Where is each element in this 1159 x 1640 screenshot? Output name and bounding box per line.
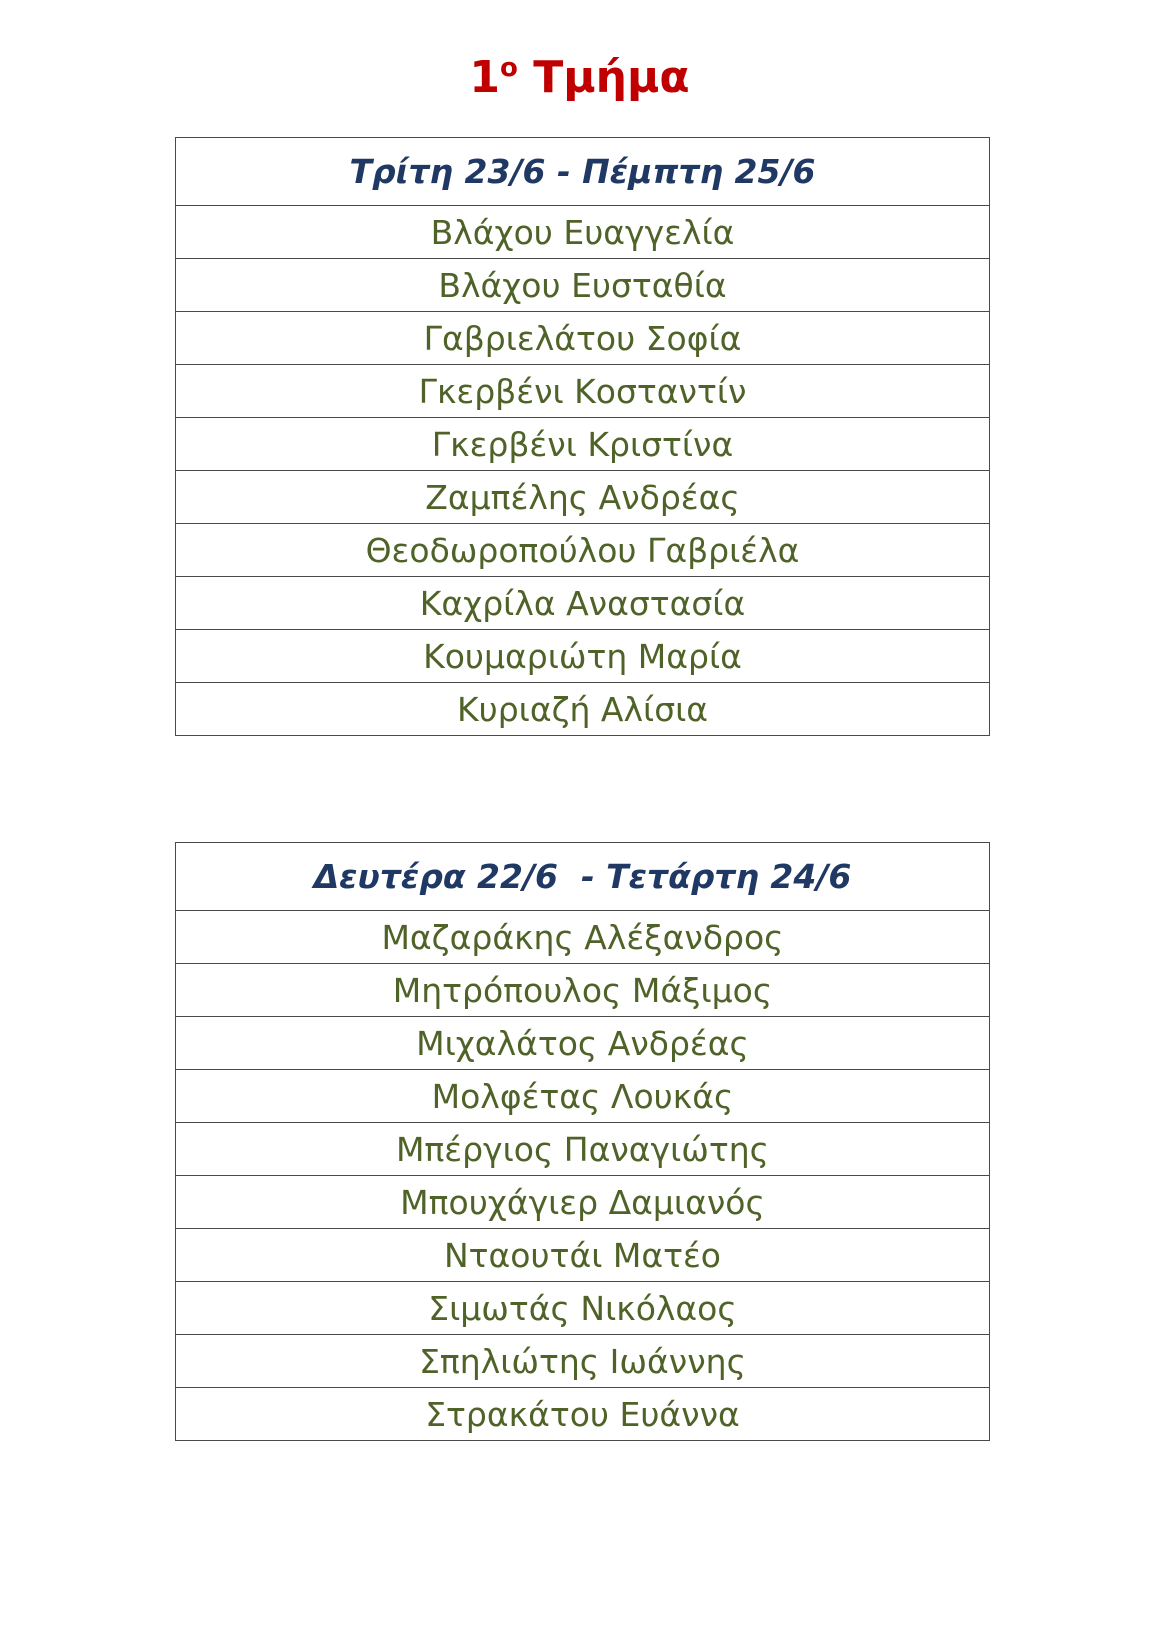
student-name: Μπέργιος Παναγιώτης <box>176 1123 990 1176</box>
student-row <box>176 1123 990 1176</box>
student-name: Στρακάτου Ευάννα <box>176 1388 990 1441</box>
student-name: Κουμαριώτη Μαρία <box>176 630 990 683</box>
student-name: Θεοδωροπούλου Γαβριέλα <box>176 524 990 577</box>
student-row <box>176 206 990 259</box>
student-name: Νταουτάι Ματέο <box>176 1229 990 1282</box>
student-row <box>176 1176 990 1229</box>
title-number: 1 <box>469 52 501 103</box>
student-row <box>176 471 990 524</box>
student-name: Μιχαλάτος Ανδρέας <box>176 1017 990 1070</box>
student-name: Γκερβένι Κοσταντίν <box>176 365 990 418</box>
student-name: Μαζαράκης Αλέξανδρος <box>176 911 990 964</box>
schedule-table-2 <box>175 842 990 1441</box>
student-row <box>176 259 990 312</box>
student-name: Βλάχου Ευαγγελία <box>176 206 990 259</box>
schedule-header-row <box>176 138 990 206</box>
student-row <box>176 964 990 1017</box>
student-name: Σπηλιώτης Ιωάννης <box>176 1335 990 1388</box>
student-name: Γαβριελάτου Σοφία <box>176 312 990 365</box>
schedule-header-row <box>176 843 990 911</box>
student-name: Μπουχάγιερ Δαμιανός <box>176 1176 990 1229</box>
student-name: Σιμωτάς Νικόλαος <box>176 1282 990 1335</box>
title-ordinal-superscript: ο <box>500 53 518 83</box>
student-row <box>176 1282 990 1335</box>
student-name: Ζαμπέλης Ανδρέας <box>176 471 990 524</box>
student-row <box>176 1388 990 1441</box>
schedule-table-1 <box>175 137 990 736</box>
student-name: Καχρίλα Αναστασία <box>176 577 990 630</box>
schedule-header: Τρίτη 23/6 - Πέμπτη 25/6 <box>176 138 990 206</box>
page-title <box>0 48 1159 108</box>
student-row <box>176 312 990 365</box>
student-row <box>176 911 990 964</box>
student-name: Κυριαζή Αλίσια <box>176 683 990 736</box>
student-name: Βλάχου Ευσταθία <box>176 259 990 312</box>
title-text: Τμήμα <box>533 52 690 103</box>
student-row <box>176 1017 990 1070</box>
student-row <box>176 1229 990 1282</box>
student-name: Γκερβένι Κριστίνα <box>176 418 990 471</box>
student-row <box>176 1070 990 1123</box>
student-row <box>176 630 990 683</box>
schedule-header: Δευτέρα 22/6 - Τετάρτη 24/6 <box>176 843 990 911</box>
student-name: Μολφέτας Λουκάς <box>176 1070 990 1123</box>
student-row <box>176 1335 990 1388</box>
student-row <box>176 365 990 418</box>
student-name: Μητρόπουλος Μάξιμος <box>176 964 990 1017</box>
student-row <box>176 577 990 630</box>
student-row <box>176 524 990 577</box>
student-row <box>176 418 990 471</box>
student-row <box>176 683 990 736</box>
